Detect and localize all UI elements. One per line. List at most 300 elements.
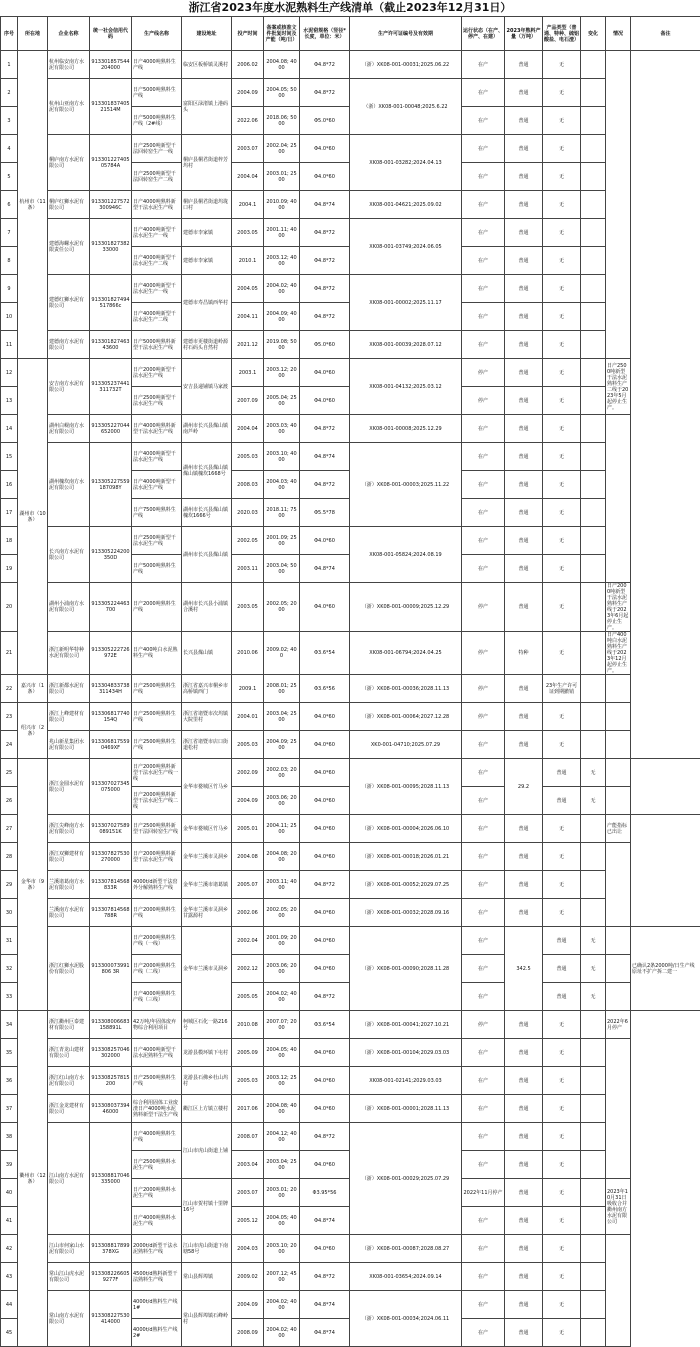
note-cell: 日产2000吨新型干法水泥熟料生产线于2023年6月起停止生产。 [606,583,631,632]
approval-cell: 2003.04; 2500 [264,1151,300,1179]
approval-cell: 2003.10; 4000 [264,443,300,471]
company-cell: 浙江双狮建材有限公司 [48,843,90,871]
company-cell: 浙江红山南方水泥有限公司 [48,1067,90,1095]
approval-cell: 2019.08; 5000 [264,331,300,359]
kiln-spec-cell: Φ4.0*60 [300,1235,350,1263]
change-cell: 无 [543,632,581,675]
start-date-cell: 2004.09 [232,1291,264,1319]
note-cell [631,759,700,815]
table-row [1,899,700,927]
status-cell: 在产 [462,955,505,983]
status-cell: 在产 [462,1291,505,1319]
start-date-cell: 2002.05 [232,527,264,555]
address-cell: 桐庐县桐君街道坞垅口村 [182,191,232,219]
col-header: 企业名称 [48,17,90,51]
company-cell: 桐庐红狮水泥有限公司 [48,191,90,219]
change-cell: 无 [543,163,581,191]
credit-code-cell: 913301827494517866c [90,275,132,331]
license-cell: XK0-001-04710;2025.07.29 [350,731,462,759]
address-cell: 湖州市长兴县煤山镇南芦岭 [182,415,232,443]
product-type-cell: 普通 [505,191,543,219]
line-name-cell: 日产4000吨熟料新型干法水泥生产线 [132,415,182,443]
change-cell: 23年生产许可证到期撤销 [543,675,581,703]
company-cell: 浙江尖峰南方水泥有限公司 [48,815,90,843]
situation-cell [581,1011,606,1039]
address-cell: 湖州市长兴县煤山镇煤山镇槐坎1668号 [182,443,232,499]
product-type-cell: 普通 [505,359,543,387]
company-cell: 桐庐南方水泥有限公司 [48,135,90,191]
table-row [1,759,700,787]
change-cell: 无 [543,583,581,632]
product-type-cell: 普通 [505,1179,543,1207]
change-cell: 无 [543,555,581,583]
line-name-cell: 日产4000吨新型干法水泥生产一线 [132,219,182,247]
approval-cell: 2018.06; 5000 [264,107,300,135]
start-date-cell: 2005.07 [232,871,264,899]
kiln-spec-cell: Φ4.0*60 [300,787,350,815]
change-cell: 无 [543,731,581,759]
start-date-cell: 2022.06 [232,107,264,135]
situation-cell [581,815,606,843]
address-cell: 江山市贺村镇十里牌16号 [182,1179,232,1235]
seq-cell: 6 [1,191,18,219]
seq-cell: 24 [1,731,18,759]
situation-cell [581,871,606,899]
change-cell: 无 [543,359,581,387]
change-cell: 无 [543,443,581,471]
kiln-spec-cell: Φ4.0*60 [300,731,350,759]
license-cell: （浙）XK08-001-00048;2025.6.22 [350,79,462,135]
change-cell: 无 [543,899,581,927]
address-cell: 龙游县石佛乡杜山坞村 [182,1067,232,1095]
line-name-cell: 日产2000吨新型干法水泥生产线 [132,359,182,387]
table-row [1,927,700,955]
license-cell: （浙）XK08-001-00090;2028.11.28 [350,927,462,1011]
credit-code-cell: 91330183740521514M [90,79,132,135]
credit-code-cell: 913307814568788R [90,899,132,927]
credit-code-cell: 91330182746343600 [90,331,132,359]
change-cell: 无 [543,1319,581,1347]
line-name-cell: 日产2000吨熟料生产线（二线） [132,955,182,983]
change-cell: 无 [543,1263,581,1291]
license-cell: （浙）XK08-001-00087;2028.08.27 [350,1235,462,1263]
approval-cell: 2004.02; 4000 [264,1291,300,1319]
address-cell: 常山县辉埠镇 [182,1263,232,1291]
address-cell: 长兴县煤山镇 [182,632,232,675]
line-name-cell: 日产2500吨新型干法水泥生产线 [132,387,182,415]
credit-code-cell: 913307827530270000 [90,843,132,871]
kiln-spec-cell: Φ4.8*72 [300,275,350,303]
kiln-spec-cell: Φ4.8*72 [300,1123,350,1151]
approval-cell: 2004.05; 4000 [264,1039,300,1067]
approval-cell: 2007.07; 2000 [264,1011,300,1039]
address-cell: 建德市李家镇 [182,247,232,275]
product-type-cell: 普通 [505,843,543,871]
approval-cell: 2004.02; 4000 [264,275,300,303]
note-cell: 产能指标已出让 [606,815,631,843]
seq-cell: 32 [1,955,18,983]
situation-cell [581,555,606,583]
situation-cell [581,843,606,871]
table-row [1,1123,700,1151]
kiln-spec-cell: Φ4.8*72 [300,303,350,331]
col-header: 情况 [606,17,631,51]
start-date-cell: 2008.03 [232,471,264,499]
line-name-cell: 日产4000吨熟料生产线 [132,51,182,79]
change-cell: 无 [543,275,581,303]
credit-code-cell: 913305237441311732T [90,359,132,415]
line-name-cell: 日产2500吨熟料生产线 [132,675,182,703]
kiln-spec-cell: Φ4.8*72 [300,471,350,499]
line-name-cell: 日产2500吨新型干法水泥生产线 [132,527,182,555]
status-cell: 在产 [462,555,505,583]
address-cell: 浙江省诸暨市店口街道松村 [182,731,232,759]
company-cell: 浙江红狮水泥股份有限公司 [48,927,90,1011]
kiln-spec-cell: Φ4.0*60 [300,1151,350,1179]
product-type-cell: 普通 [505,871,543,899]
start-date-cell: 2003.04 [232,1151,264,1179]
seq-cell: 31 [1,927,18,955]
product-type-cell: 普通 [543,955,581,983]
kiln-spec-cell: Φ4.8*72 [300,51,350,79]
company-cell: 建德海螺水泥有限责任公司 [48,219,90,275]
col-header: 产品类型（普通、特种、硫铝酸盐、电石渣） [543,17,581,51]
line-name-cell: 日产2500吨熟料生产线 [132,703,182,731]
change-cell: 无 [543,1207,581,1235]
table-row [1,843,700,871]
approval-cell: 2004.05; 5000 [264,79,300,107]
change-cell: 无 [581,787,606,815]
kiln-spec-cell: Φ3.95*56 [300,1179,350,1207]
approval-cell: 2008.01; 2500 [264,675,300,703]
company-cell: 建德红狮水泥有限公司 [48,275,90,331]
line-name-cell: 日产5000吨熟料新型干法水泥生产线 [132,331,182,359]
kiln-spec-cell: Φ4.8*72 [300,871,350,899]
credit-code-cell: 913307027589089151K [90,815,132,843]
change-cell: 无 [543,843,581,871]
approval-cell: 2003.10; 2000 [264,1235,300,1263]
license-cell: XK08-001-04621;2025.09.02 [350,191,462,219]
license-cell: （浙）XK08-001-00018;2026.01.21 [350,843,462,871]
table-row [1,191,700,219]
approval-cell: 2002.05; 2000 [264,583,300,632]
approval-cell: 2004.09; 4000 [264,303,300,331]
line-name-cell: 日产4000吨熟料生产线 [132,1123,182,1151]
credit-code-cell: 913305227559187098Y [90,443,132,527]
seq-cell: 26 [1,787,18,815]
change-cell: 无 [543,703,581,731]
license-cell: XK08-001-00002;2025.11.17 [350,275,462,331]
line-name-cell: 日产2000吨熟料新型干法水泥生产线二线 [132,787,182,815]
table-row [1,1011,700,1039]
change-cell: 无 [543,1011,581,1039]
start-date-cell: 2010.1 [232,247,264,275]
license-cell: （浙）XK08-001-00064;2027.12.28 [350,703,462,731]
col-header: 2023年熟料产量（万吨） [505,17,543,51]
change-cell: 无 [543,815,581,843]
seq-cell: 1 [1,51,18,79]
address-cell: 浙江省嘉兴市桐乡市高桥镇西门 [182,675,232,703]
address-cell: 建德市寿昌镇西华村 [182,275,232,331]
approval-cell: 2003.12; 2500 [264,1067,300,1095]
company-cell: 浙江青龙山建材有限公司 [48,1039,90,1067]
status-cell: 在产 [462,219,505,247]
product-type-cell: 普通 [543,759,581,787]
line-name-cell: 日产4000吨新型干法水泥生产线 [132,443,182,471]
seq-cell: 40 [1,1179,18,1207]
line-name-cell: 4000t/d新型干法窑外分解熟料生产线 [132,871,182,899]
change-cell: 无 [543,527,581,555]
approval-cell: 2003.06; 2000 [264,955,300,983]
line-name-cell: 日产5000吨熟料生产线 [132,79,182,107]
seq-cell: 23 [1,703,18,731]
change-cell: 无 [543,871,581,899]
seq-cell: 2 [1,79,18,107]
seq-cell: 17 [1,499,18,527]
seq-cell: 28 [1,843,18,871]
seq-cell: 19 [1,555,18,583]
start-date-cell: 2002.09 [232,759,264,787]
change-cell: 无 [581,955,606,983]
line-name-cell: 日产4000吨新型干法水泥生产线 [132,471,182,499]
situation-cell [581,499,606,527]
situation-cell [581,443,606,471]
license-cell: （浙）XK08-001-00104;2029.03.03 [350,1039,462,1067]
license-cell: XK08-001-06794;2024.04.25 [350,632,462,675]
start-date-cell: 2004.01 [232,703,264,731]
product-type-cell: 普通 [505,1039,543,1067]
change-cell: 无 [543,1179,581,1207]
start-date-cell: 2006.02 [232,51,264,79]
line-name-cell: 日产2000吨熟料水泥生产线 [132,1179,182,1207]
product-type-cell: 普通 [505,1011,543,1039]
status-cell: 2022年11月停产 [462,1179,505,1207]
kiln-spec-cell: Φ4.0*60 [300,955,350,983]
start-date-cell: 2010.06 [232,632,264,675]
line-name-cell: 日产2000吨熟料新型干法水泥生产线 [132,843,182,871]
product-type-cell: 普通 [543,787,581,815]
status-cell: 在产 [462,303,505,331]
table-row [1,331,700,359]
note-cell: 日产2500吨新型干法水泥熟料生产二线于2023年5月起停止生产。 [606,359,631,415]
company-cell: 江山南方水泥有限公司 [48,1123,90,1235]
line-name-cell: 日产4000吨新型干法水泥生产二线 [132,247,182,275]
status-cell: 在产 [462,1095,505,1123]
status-cell: 停产 [462,583,505,632]
seq-cell: 3 [1,107,18,135]
status-cell: 在产 [462,247,505,275]
credit-code-cell: 913308227530414000 [90,1291,132,1347]
line-name-cell: 日产4000吨熟料生产线（三线） [132,983,182,1011]
approval-cell: 2001.09; 2000 [264,927,300,955]
credit-code-cell: 913301227572300946C [90,191,132,219]
license-cell: XK08-001-00008;2025.12.29 [350,415,462,443]
product-type-cell: 普通 [505,415,543,443]
product-type-cell: 普通 [505,703,543,731]
status-cell: 在产 [462,927,505,955]
line-name-cell: 日产4000吨新型干法水泥生产二线 [132,303,182,331]
status-cell: 在产 [462,527,505,555]
license-cell: （浙）XK08-001-00031;2025.06.22 [350,51,462,79]
credit-code-cell: 913307027345075000 [90,759,132,815]
table-row [1,1235,700,1263]
change-cell: 无 [543,79,581,107]
region-cell: 嘉兴市（1条） [18,675,48,703]
credit-code-cell: 913305222726972E [90,632,132,675]
kiln-spec-cell: Φ4.0*60 [300,927,350,955]
start-date-cell: 2021.12 [232,331,264,359]
license-cell: XK08-001-05824;2024.08.19 [350,527,462,583]
situation-cell [581,1235,606,1263]
start-date-cell: 2004.11 [232,303,264,331]
credit-code-cell: 91330182738233000 [90,219,132,275]
table-row [1,871,700,899]
approval-cell: 2001.11; 4000 [264,219,300,247]
situation-cell [581,79,606,107]
situation-cell [581,1123,606,1151]
table-row [1,731,700,759]
product-type-cell: 普通 [505,275,543,303]
address-cell: 衢江区上方镇立楼村 [182,1095,232,1123]
seq-cell: 12 [1,359,18,387]
region-cell: 金华市（9条） [18,759,48,1011]
table-row [1,527,700,555]
kiln-spec-cell: Φ4.0*60 [300,527,350,555]
kiln-spec-cell: Φ4.0*60 [300,135,350,163]
note-cell [606,1039,631,1179]
status-cell: 在产 [462,275,505,303]
approval-cell: 2004.02; 4000 [264,1319,300,1347]
kiln-spec-cell: Φ4.0*60 [300,703,350,731]
address-cell: 金华市兰溪市灵洞乡甘露源村 [182,899,232,927]
status-cell: 在产 [462,499,505,527]
kiln-spec-cell: Φ4.8*72 [300,247,350,275]
status-cell: 停产 [462,675,505,703]
line-name-cell: 日产4000吨新型干法水泥熟料生产线 [132,1039,182,1067]
start-date-cell: 2003.07 [232,1179,264,1207]
license-cell: XK08-001-03282;2024.04.13 [350,135,462,191]
credit-code-cell: 913308257815200 [90,1067,132,1095]
product-type-cell: 普通 [543,983,581,1011]
start-date-cell: 2010.08 [232,1011,264,1039]
status-cell: 停产 [462,703,505,731]
table-row [1,1067,700,1095]
approval-cell: 2004.08; 4000 [264,51,300,79]
status-cell: 在产 [462,1067,505,1095]
approval-cell: 2003.12; 2000 [264,359,300,387]
seq-cell: 35 [1,1039,18,1067]
note-cell [606,843,631,927]
start-date-cell: 2009.1 [232,675,264,703]
company-cell: 常山南方水泥有限公司 [48,1291,90,1347]
change-cell: 无 [543,247,581,275]
seq-cell: 43 [1,1263,18,1291]
start-date-cell: 2003.05 [232,219,264,247]
table-row [1,703,700,731]
address-cell: 江山市虎山街道上铺 [182,1123,232,1179]
table-row [1,815,700,843]
kiln-spec-cell: Φ4.8*74 [300,555,350,583]
note-cell [606,675,631,703]
line-name-cell: 4000t/d熟料生产线2# [132,1319,182,1347]
col-header: 所在地 [18,17,48,51]
seq-cell: 34 [1,1011,18,1039]
situation-cell [581,1319,606,1347]
table-row [1,632,700,675]
license-cell: XK08-001-03749;2024.06.05 [350,219,462,275]
product-type-cell: 普通 [543,927,581,955]
license-cell: XK08-001-02141;2029.03.03 [350,1067,462,1095]
start-date-cell: 2002.06 [232,899,264,927]
table-row [1,675,700,703]
change-cell: 无 [543,135,581,163]
table-row [1,583,700,632]
situation-cell [581,219,606,247]
start-date-cell: 2017.06 [232,1095,264,1123]
credit-code-cell: 913307814568833R [90,871,132,899]
kiln-spec-cell: Φ4.0*60 [300,387,350,415]
address-cell: 建德市更楼街道岭源村石码头自然村 [182,331,232,359]
status-cell: 在产 [462,79,505,107]
situation-cell [581,675,606,703]
company-cell: 湖州白岘南方水泥有限公司 [48,415,90,443]
change-cell: 无 [543,1039,581,1067]
company-cell: 浙江金龙建材有限公司 [48,1095,90,1123]
output-cell: 342.5 [505,927,543,1011]
line-name-cell: 日产2000吨熟料生产线（一线） [132,927,182,955]
change-cell: 无 [543,1095,581,1123]
col-header: 建设地址 [182,17,232,51]
approval-cell: 2004.11; 2500 [264,815,300,843]
approval-cell: 2004.09; 2500 [264,731,300,759]
table-row [1,1039,700,1067]
seq-cell: 37 [1,1095,18,1123]
note-cell [606,1235,631,1347]
start-date-cell: 2004.05 [232,275,264,303]
status-cell: 停产 [462,1011,505,1039]
credit-code-cell: 9133082266059277F [90,1263,132,1291]
kiln-spec-cell: Φ5.0*60 [300,107,350,135]
kiln-spec-cell: Φ4.8*72 [300,983,350,1011]
change-cell: 无 [543,1151,581,1179]
situation-cell [581,359,606,387]
situation-cell [581,1095,606,1123]
product-type-cell: 普通 [505,583,543,632]
status-cell: 在产 [462,471,505,499]
company-cell: 江山市何家山水泥有限公司 [48,1235,90,1263]
start-date-cell: 2004.04 [232,163,264,191]
approval-cell: 2004.05; 4000 [264,1207,300,1235]
product-type-cell: 普通 [505,331,543,359]
product-type-cell: 普通 [505,675,543,703]
line-name-cell: 4000t/d熟料生产线1# [132,1291,182,1319]
line-name-cell: 日产2500吨新型干法回转窑生产一线 [132,135,182,163]
address-cell: 金华市兰溪市灵洞乡 [182,927,232,1011]
situation-cell [581,331,606,359]
credit-code-cell: 913308817899378XG [90,1235,132,1263]
table-row [1,275,700,303]
product-type-cell: 普通 [505,51,543,79]
line-name-cell: 日产2000吨熟料新型干法水泥生产线一线 [132,759,182,787]
kiln-spec-cell: Φ4.0*60 [300,1067,350,1095]
start-date-cell: 2003.1 [232,359,264,387]
approval-cell: 2009.02; 400 [264,632,300,675]
line-name-cell: 日产4000吨新型干法水泥生产一线 [132,275,182,303]
kiln-spec-cell: Φ3.6*54 [300,632,350,675]
status-cell: 在产 [462,191,505,219]
start-date-cell: 2009.02 [232,1263,264,1291]
situation-cell [581,107,606,135]
